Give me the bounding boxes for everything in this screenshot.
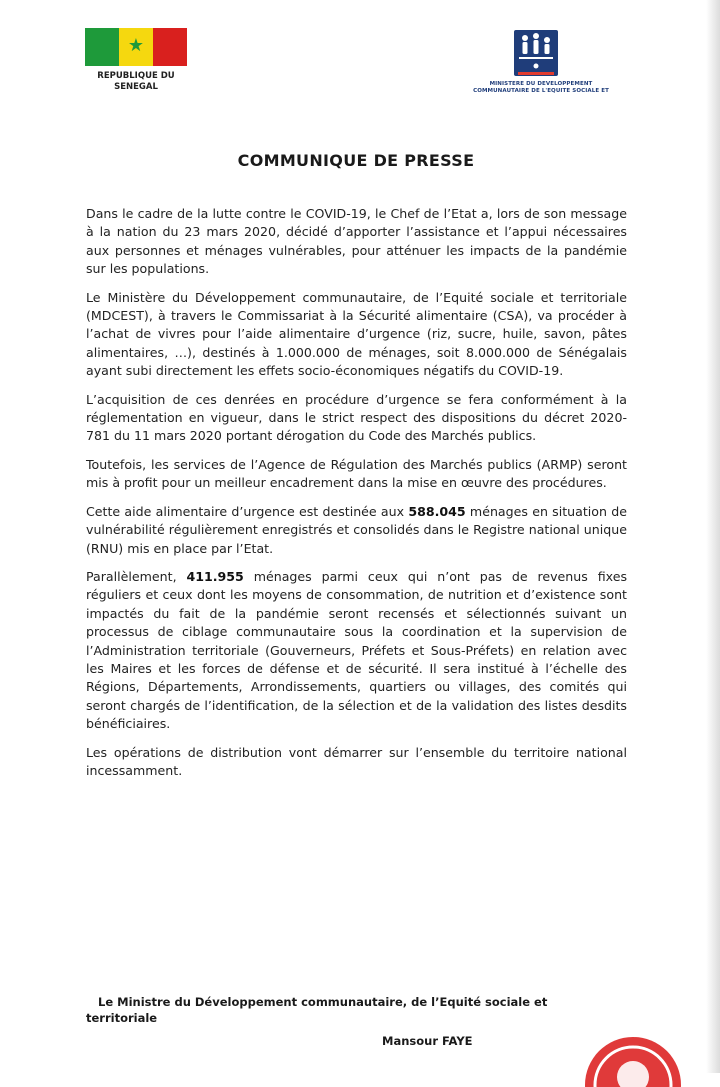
senegal-flag	[85, 28, 187, 66]
paragraph-1: Dans le cadre de la lutte contre le COVID-19, le Chef de l’Etat a, lors de son message à la nation du 23 mars 2020, décidé d’apporter l’assistance et l’appui nécessaires aux personnes et ménages vulnérables, pour atténuer les impacts de la pandémie sur les populations.	[86, 206, 627, 277]
ministry-name	[470, 81, 612, 95]
paragraph-6-text-end: ménages parmi ceux qui n’ont pas de revenus fixes réguliers et ceux dont les moyens de consommation, de nutrition et d’existence sont impactés du fait de la pandémie seront recensés et sélectionnés suivant un processus de ciblage communautaire sous la coordination et la supervision de l’Administration territoriale (Gouverneurs, Préfets et Sous-Préfets) en relation avec les Maires et les forces de défense et de sécurité. Il sera institué à l’échelle des Régions, Départements, Arrondissements, quartiers ou villages, des comités qui seront chargés de l’identification, de la sélection et de la validation des listes desdits bénéficiaires.	[86, 568, 628, 732]
flag-red-band	[153, 28, 187, 66]
additional-households-count: 411.955	[186, 568, 244, 584]
paragraph-5-text-end: ménages en situation de vulnérabilité régulièrement enregistrés et consolidés dans le Registre national unique (RNU) mis en place par l’Etat.	[86, 503, 627, 556]
paragraph-4: Toutefois, les services de l’Agence de Régulation des Marchés publics (ARMP) seront mis à profit pour un meilleur encadrement dans la mise en œuvre des procédures.	[86, 456, 627, 491]
ministry-line-2: COMMUNAUTAIRE DE L'EQUITE SOCIALE ET	[473, 88, 609, 94]
signatory-name: Mansour FAYE	[382, 1034, 473, 1048]
red-badge-icon	[584, 1027, 684, 1087]
signatory-title: Le Ministre du Développement communautaire, de l’Equité sociale et territoriale	[86, 995, 548, 1025]
flag-green-band	[85, 28, 119, 66]
ministry-line-1: MINISTERE DU DEVELOPPEMENT	[489, 81, 593, 87]
country-line-2: SENEGAL	[114, 82, 158, 92]
paragraph-6	[86, 568, 627, 734]
paragraph-3: L’acquisition de ces denrées en procédure d’urgence se fera conformément à la réglementation en vigueur, dans le strict respect des dispositions du décret 2020-781 du 11 mars 2020 portant dérogation du Code des Marchés publics.	[86, 391, 627, 444]
country-line-1: REPUBLIQUE DU	[97, 71, 175, 81]
paragraph-6-text-start: Parallèlement,	[86, 568, 187, 584]
flag-star-icon: ★	[127, 35, 145, 56]
country-name	[80, 71, 192, 93]
press-release-body	[86, 205, 627, 790]
flag-yellow-band	[119, 28, 153, 66]
paragraph-5	[86, 503, 627, 558]
press-release-title: COMMUNIQUE DE PRESSE	[237, 151, 475, 170]
paragraph-2: Le Ministère du Développement communautaire, de l’Equité sociale et territoriale (MDCEST), à travers le Commissariat à la Sécurité alimentaire (CSA), va procéder à l’achat de vivres pour l’aide alimentaire d’urgence (riz, sucre, huile, savon, pâtes alimentaires, …), destinés à 1.000.000 de ménages, soit 8.000.000 de Sénégalais ayant subi directement les effets socio-économiques négatifs du COVID-19.	[86, 289, 627, 379]
paragraph-5-text-start: Cette aide alimentaire d’urgence est destinée aux	[86, 503, 409, 519]
vulnerable-households-count: 588.045	[408, 503, 466, 519]
ministry-logo	[514, 30, 558, 78]
paragraph-7: Les opérations de distribution vont démarrer sur l’ensemble du territoire national incessamment.	[86, 744, 627, 778]
